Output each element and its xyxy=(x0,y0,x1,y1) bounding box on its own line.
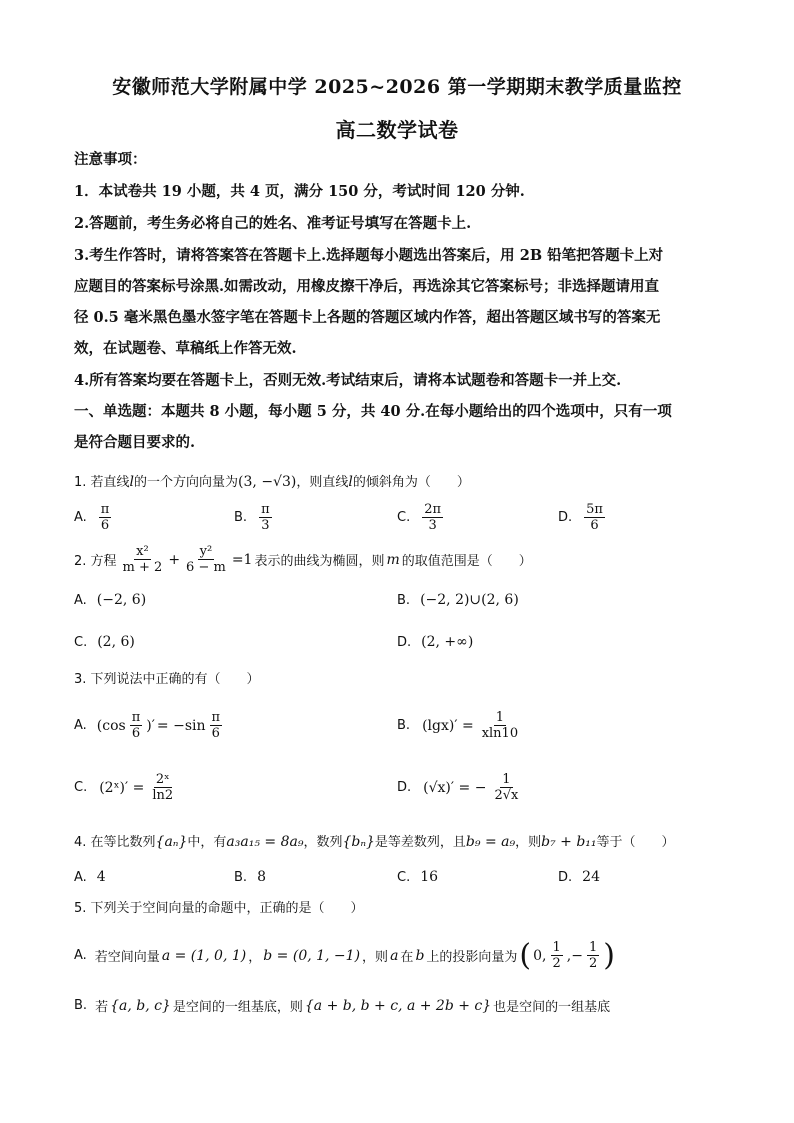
section-heading-line-1: 一、单选题：本题共 8 小题，每小题 5 分，共 40 分.在每小题给出的四个选项中，只有一项 xyxy=(74,403,672,420)
notes-heading: 注意事项： xyxy=(74,151,147,168)
question-2-option-b: B. (−2, 2)∪(2, 6) xyxy=(397,592,519,608)
direction-vector: (3, −√3) xyxy=(238,474,297,490)
question-1-option-a: A. $\frac{\pi}{6}$ xyxy=(74,502,110,533)
question-5-option-a: A. 若空间向量 a = (1, 0, 1) ， b = (0, 1, −1) ，则 a 在 b 上的投影向量为 ( 0, $\frac{1}{2}$ ,− $\frac{1}{2}$ ) xyxy=(74,938,615,973)
question-1-option-c: C. $\frac{2\pi}{3}$ xyxy=(397,502,442,533)
question-1-option-d: D. $\frac{5\pi}{6}$ xyxy=(558,502,603,533)
section-heading-line-2: 是符合题目要求的. xyxy=(74,434,196,451)
note-line-1: 1．本试卷共 19 小题，共 4 页，满分 150 分，考试时间 120 分钟. xyxy=(74,183,525,200)
note-line-4: 应题目的答案标号涂黑.如需改动，用橡皮擦干净后，再选涂其它答案标号；非选择题请用直 xyxy=(74,278,660,295)
note-line-3: 3.考生作答时，请将答案答在答题卡上.选择题每小题选出答案后，用 2B 铅笔把答题卡上对 xyxy=(74,247,664,264)
question-4-option-c: C. 16 xyxy=(397,869,439,885)
question-4-option-d: D. 24 xyxy=(558,869,600,885)
question-1-stem: 1. 若直线l的一个方向向量为(3, −√3)，则直线l的倾斜角为（ ） xyxy=(74,474,470,490)
note-line-7: 4.所有答案均要在答题卡上，否则无效.考试结束后，请将本试题卷和答题卡一并上交. xyxy=(74,372,622,389)
question-2-stem: 2. 方程 $\frac{\text{x²}}{m + 2}$ + $\frac{\text{y²}}{6 - m}$ =1 表示的曲线为椭圆，则 m 的取值范围是（ ） xyxy=(74,544,532,575)
question-3-stem: 3. 下列说法中正确的有（ ） xyxy=(74,672,260,687)
question-2-option-a: A. (−2, 6) xyxy=(74,592,147,608)
question-3-option-b: B. (lgx)′ = $\frac{1}{xln10}$ xyxy=(397,710,519,741)
exam-title: 安徽师范大学附属中学 2025~2026 第一学期期末教学质量监控 xyxy=(112,76,682,98)
exam-subtitle: 高二数学试卷 xyxy=(335,118,459,142)
note-line-5: 径 0.5 毫米黑色墨水签字笔在答题卡上各题的答题区域内作答，超出答题区域书写的答案无 xyxy=(74,309,661,326)
question-4-option-a: A. 4 xyxy=(74,869,106,885)
question-4-stem: 4. 在等比数列{aₙ}中，有a₃a₁₅ = 8a₉，数列{bₙ}是等差数列，且b₉ = a₉，则b₇ + b₁₁等于（ ） xyxy=(74,834,675,850)
question-3-option-a: A. (cos $\frac{\pi}{6}$ )′ = −sin $\frac{\pi}{6}$ xyxy=(74,710,221,741)
question-5-option-b: B. 若 {a, b, c} 是空间的一组基底，则 {a + b, b + c, a + 2b + c} 也是空间的一组基底 xyxy=(74,997,611,1015)
note-line-6: 效，在试题卷、草稿纸上作答无效. xyxy=(74,340,297,357)
question-2-option-d: D. (2, +∞) xyxy=(397,634,474,650)
question-3-option-d: D. (√x)′ = − $\frac{1}{2√x}$ xyxy=(397,772,519,803)
note-line-2: 2.答题前，考生务必将自己的姓名、准考证号填写在答题卡上. xyxy=(74,215,472,232)
question-2-option-c: C. (2, 6) xyxy=(74,634,135,650)
question-3-option-c: C. (2ˣ)′ = $\frac{\text{2ˣ}}{\ln 2}$ xyxy=(74,772,174,803)
question-5-stem: 5. 下列关于空间向量的命题中，正确的是（ ） xyxy=(74,901,364,916)
question-4-option-b: B. 8 xyxy=(234,869,266,885)
question-1-option-b: B. $\frac{\pi}{3}$ xyxy=(234,502,270,533)
